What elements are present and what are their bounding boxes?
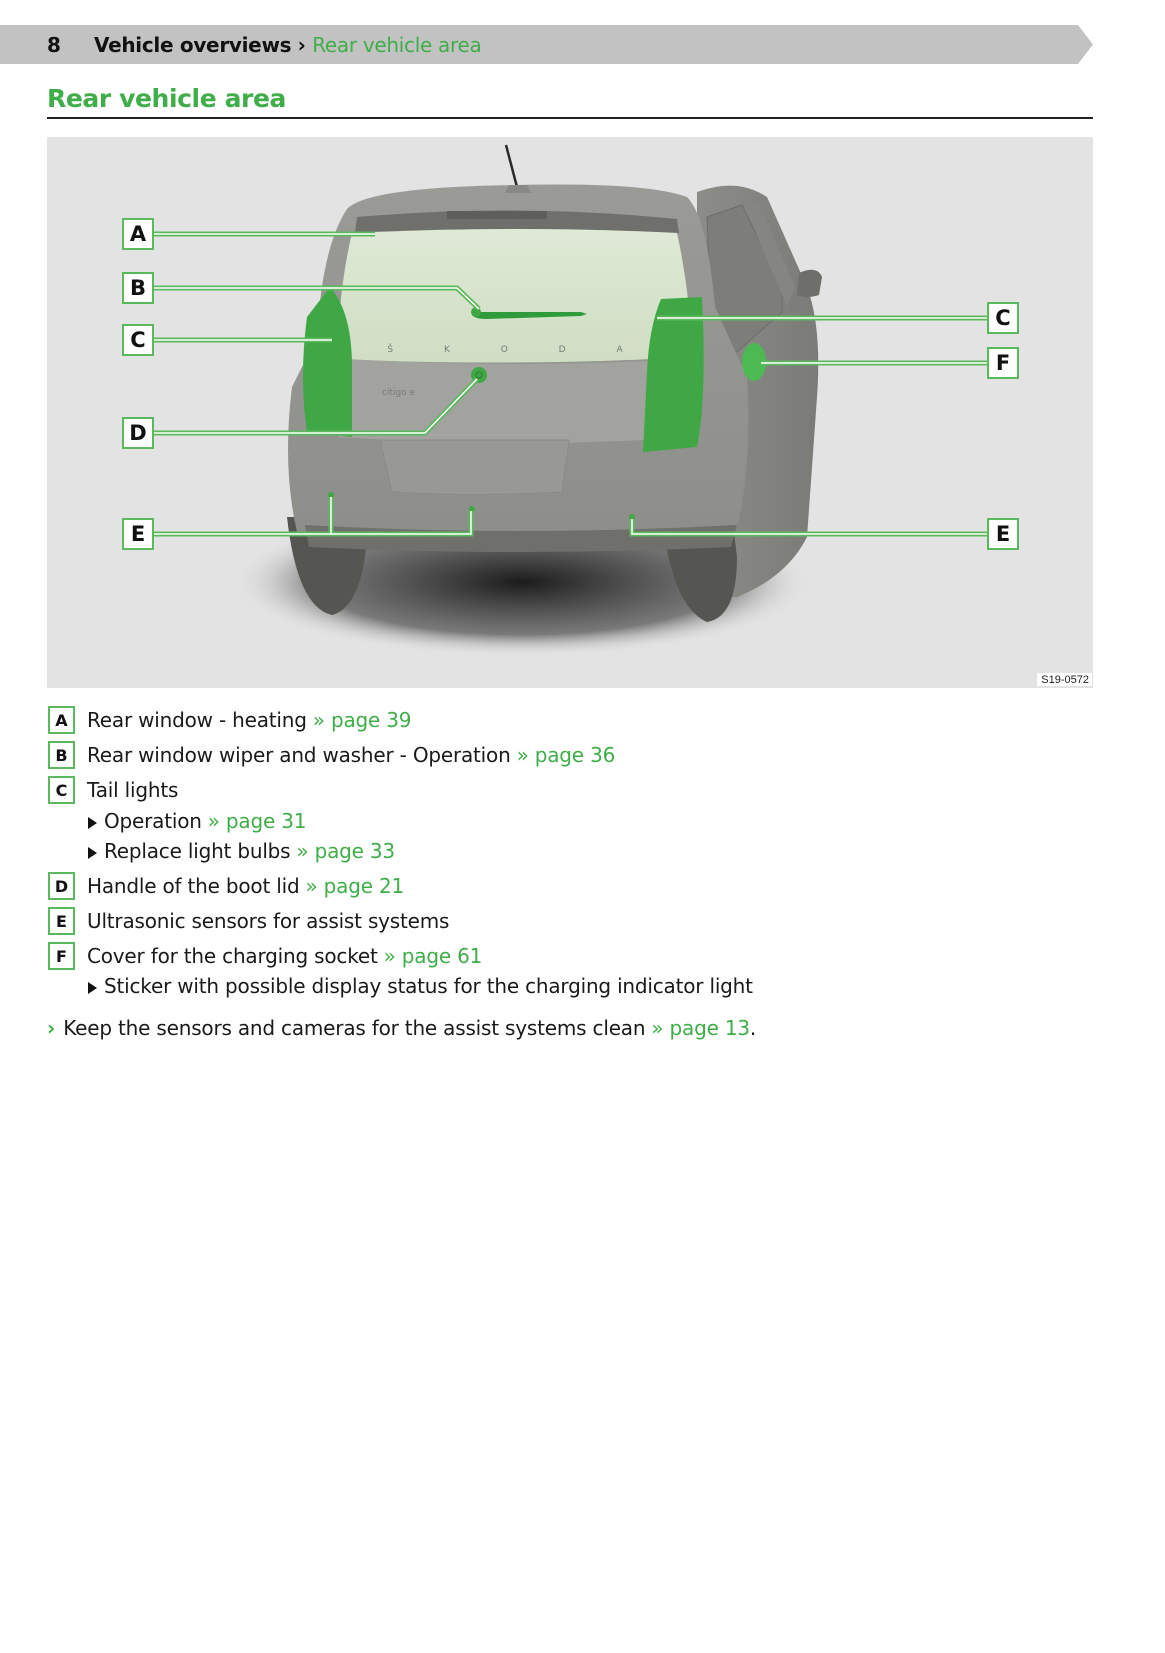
svg-text:citigo e: citigo e: [382, 388, 416, 398]
page-link[interactable]: » page 33: [296, 839, 395, 863]
page-link[interactable]: » page 61: [383, 944, 483, 968]
breadcrumb-section[interactable]: Vehicle overviews: [94, 33, 292, 57]
callout-e-right: E: [987, 518, 1019, 550]
note-text: Keep the sensors and cameras for the assist systems clean: [63, 1016, 646, 1040]
callout-f: F: [987, 347, 1019, 379]
page-title: Rear vehicle area: [47, 84, 287, 113]
legend-label: C: [48, 776, 75, 804]
callout-d: D: [122, 417, 154, 449]
legend-text: Cover for the charging socket: [87, 944, 378, 968]
legend-text: Tail lights: [87, 778, 179, 802]
title-rule: [47, 117, 1093, 119]
page-link[interactable]: » page 21: [305, 874, 405, 898]
callout-b: B: [122, 272, 154, 304]
legend-subtext: Replace light bulbs: [104, 839, 291, 863]
page-link[interactable]: » page 31: [207, 809, 307, 833]
page-link[interactable]: » page 36: [516, 743, 616, 767]
legend-item-e: [48, 906, 449, 936]
callout-c-left: C: [122, 324, 154, 356]
legend-item-b: [48, 740, 615, 770]
legend-item-f: [48, 941, 482, 971]
legend-label: F: [48, 942, 75, 970]
triangle-bullet-icon: [88, 982, 97, 994]
triangle-bullet-icon: [88, 847, 97, 859]
legend-subtext: Sticker with possible display status for the charging indicator light: [104, 974, 753, 998]
legend-label: A: [48, 706, 75, 734]
car-illustration: [47, 137, 1093, 688]
legend-text: Ultrasonic sensors for assist systems: [87, 909, 450, 933]
legend-text: Rear window - heating: [87, 708, 307, 732]
figure-code: S19-0572: [1037, 673, 1092, 686]
running-header: [0, 25, 1093, 64]
legend-text: Rear window wiper and washer - Operation: [87, 743, 511, 767]
legend-text: Handle of the boot lid: [87, 874, 300, 898]
legend-subitem: [88, 836, 395, 866]
page-number: 8: [47, 33, 61, 57]
page-link[interactable]: » page 39: [312, 708, 412, 732]
callout-c-right: C: [987, 302, 1019, 334]
callout-e-left: E: [122, 518, 154, 550]
breadcrumb-current: Rear vehicle area: [312, 33, 482, 57]
vehicle-rear-figure: [47, 137, 1093, 688]
triangle-bullet-icon: [88, 817, 97, 829]
breadcrumb: [94, 33, 481, 57]
chevron-right-icon: ›: [47, 1016, 56, 1040]
page-link[interactable]: » page 13: [651, 1016, 750, 1040]
legend-item-d: [48, 871, 404, 901]
callout-a: A: [122, 218, 154, 250]
breadcrumb-separator: ›: [297, 33, 306, 57]
legend-label: E: [48, 907, 75, 935]
legend-item-a: [48, 705, 411, 735]
legend-subtext: Operation: [104, 809, 202, 833]
note: [47, 1016, 756, 1040]
legend-label: D: [48, 872, 75, 900]
legend-subitem: [88, 806, 306, 836]
legend-label: B: [48, 741, 75, 769]
note-end: .: [749, 1016, 757, 1040]
legend-subitem: [88, 971, 753, 1001]
svg-text:Š K O D A: Š K O D A: [387, 345, 647, 355]
legend-item-c: [48, 775, 178, 805]
